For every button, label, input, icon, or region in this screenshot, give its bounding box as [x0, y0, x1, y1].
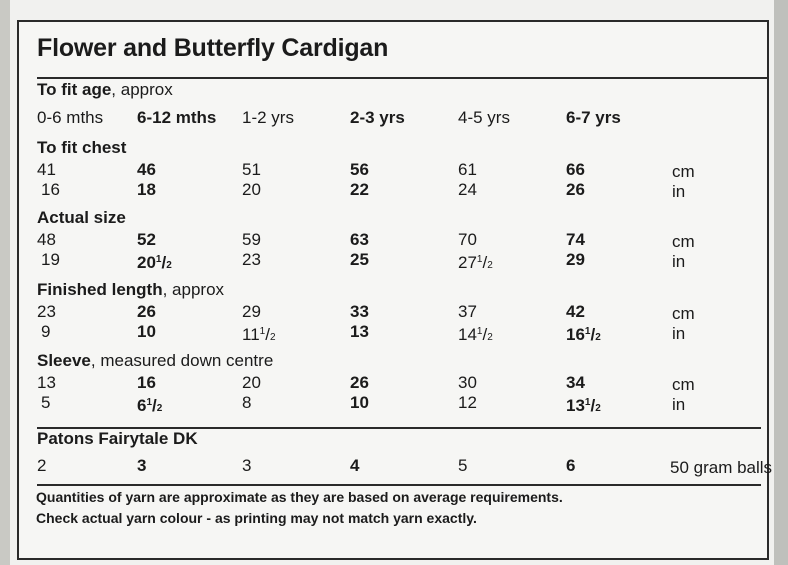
unit-in: in: [672, 324, 686, 343]
in-value: 19: [41, 250, 60, 269]
size-label: 1-2 yrs: [242, 108, 294, 127]
section-label: Sleeve: [37, 351, 91, 370]
section-label: To fit chest: [37, 138, 127, 157]
cm-value: 74: [566, 230, 585, 249]
in-value: 29: [566, 250, 585, 269]
section-label: Finished length: [37, 280, 163, 299]
section-heading: [37, 351, 273, 371]
yarn-unit: 50 gram balls: [670, 458, 773, 477]
section-note: , measured down centre: [90, 351, 274, 370]
cm-value: 33: [350, 302, 369, 321]
cm-value: 13: [37, 373, 56, 392]
cm-value: 30: [458, 373, 477, 392]
cm-value: 59: [242, 230, 261, 249]
in-value: 22: [350, 180, 369, 199]
cm-value: 37: [458, 302, 477, 321]
in-value: $6^1/2$: [137, 396, 163, 415]
pattern-title: Flower and Butterfly Cardigan: [37, 34, 389, 62]
unit-cm: cm: [672, 375, 695, 394]
cm-value: 63: [350, 230, 369, 249]
age-heading: To fit age, approx: [37, 80, 173, 99]
page-edge-left: [0, 0, 10, 565]
unit-in: in: [672, 395, 686, 414]
section-label: Actual size: [37, 208, 126, 227]
in-value: 8: [242, 393, 252, 412]
size-label: 4-5 yrs: [458, 108, 510, 127]
cm-value: 34: [566, 373, 585, 392]
cm-value: 29: [242, 302, 261, 321]
in-value: $16^1/2$: [566, 325, 601, 344]
yarn-ball-count: 3: [137, 456, 147, 475]
in-value: 18: [137, 180, 156, 199]
size-label: 0-6 mths: [37, 108, 104, 127]
yarn-ball-count: 4: [350, 456, 360, 475]
cm-value: 20: [242, 373, 261, 392]
cm-value: 16: [137, 373, 156, 392]
title-rule: [37, 77, 768, 79]
cm-value: 52: [137, 230, 156, 249]
section-heading: [37, 138, 126, 158]
in-value: $27^1/2$: [458, 253, 493, 272]
section-heading: [37, 208, 126, 228]
unit-in: in: [672, 252, 686, 271]
unit-cm: cm: [672, 304, 695, 323]
in-value: $14^1/2$: [458, 325, 493, 344]
cm-value: 26: [350, 373, 369, 392]
page-edge-right: [774, 0, 788, 565]
yarn-ball-count: 6: [566, 456, 576, 475]
in-value: 25: [350, 250, 369, 269]
size-label: 2-3 yrs: [350, 108, 405, 127]
cm-value: 66: [566, 160, 585, 179]
yarn-ball-count: 2: [37, 456, 47, 475]
unit-cm: cm: [672, 232, 695, 251]
in-value: 23: [242, 250, 261, 269]
in-value: 10: [137, 322, 156, 341]
in-value: 10: [350, 393, 369, 412]
footnote-colour: Check actual yarn colour - as printing may not match yarn exactly.: [36, 510, 477, 526]
cm-value: 70: [458, 230, 477, 249]
in-value: 20: [242, 180, 261, 199]
cm-value: 23: [37, 302, 56, 321]
section-note: , approx: [162, 280, 225, 299]
yarn-heading: Patons Fairytale DK: [37, 429, 198, 448]
yarn-rule-bottom: [37, 484, 761, 486]
cm-value: 56: [350, 160, 369, 179]
cm-value: 26: [137, 302, 156, 321]
in-value: $11^1/2$: [242, 325, 276, 344]
in-value: 16: [41, 180, 60, 199]
unit-in: in: [672, 182, 686, 201]
in-value: 5: [41, 393, 51, 412]
cm-value: 42: [566, 302, 585, 321]
in-value: 12: [458, 393, 477, 412]
cm-value: 41: [37, 160, 56, 179]
in-value: 24: [458, 180, 477, 199]
cm-value: 48: [37, 230, 56, 249]
in-value: 13: [350, 322, 369, 341]
yarn-ball-count: 3: [242, 456, 252, 475]
size-label: 6-12 mths: [137, 108, 217, 127]
cm-value: 46: [137, 160, 156, 179]
section-heading: [37, 280, 224, 300]
cm-value: 51: [242, 160, 261, 179]
in-value: $13^1/2$: [566, 396, 601, 415]
in-value: $20^1/2$: [137, 253, 172, 272]
cm-value: 61: [458, 160, 477, 179]
in-value: 26: [566, 180, 585, 199]
footnote-quantities: Quantities of yarn are approximate as they are based on average requirements.: [36, 489, 563, 505]
in-value: 9: [41, 322, 51, 341]
size-label: 6-7 yrs: [566, 108, 621, 127]
unit-cm: cm: [672, 162, 695, 181]
yarn-ball-count: 5: [458, 456, 468, 475]
